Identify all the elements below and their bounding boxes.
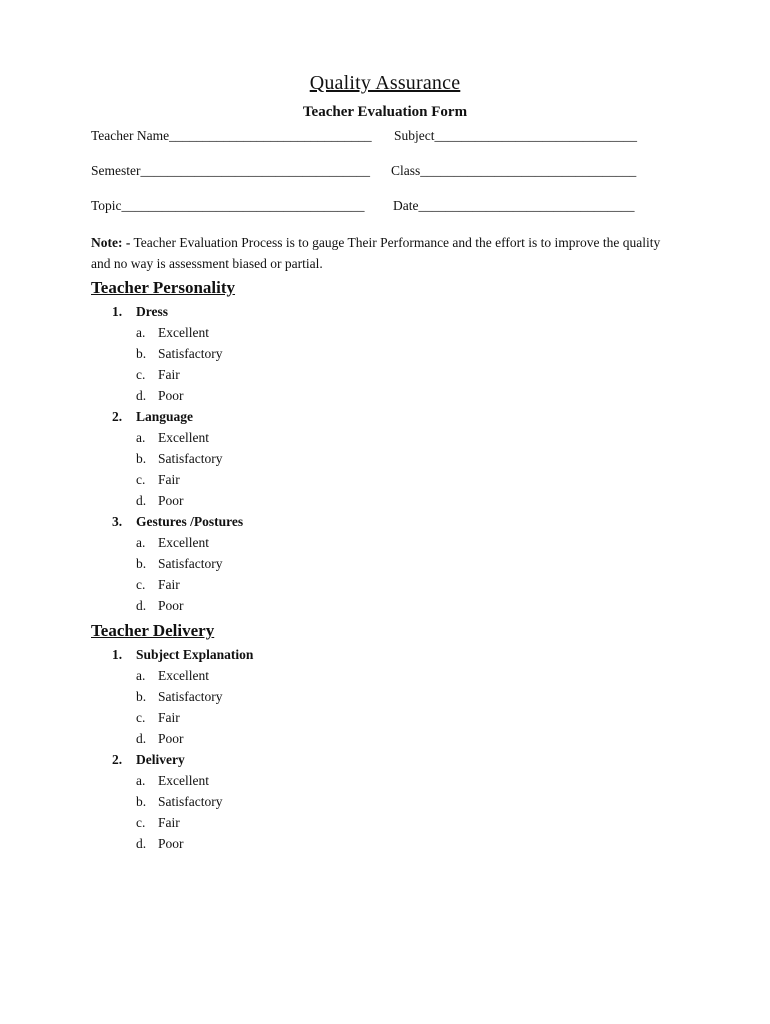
option-letter: d. <box>136 731 147 746</box>
answer-option[interactable] <box>136 731 184 747</box>
class-field[interactable]: Class________________________________ <box>391 163 637 178</box>
answer-option[interactable] <box>136 815 180 831</box>
answer-option[interactable] <box>136 430 209 446</box>
option-letter: d. <box>136 836 147 851</box>
answer-option[interactable] <box>136 836 184 852</box>
option-label: Satisfactory <box>158 794 223 809</box>
option-label: Excellent <box>158 668 209 683</box>
option-label: Fair <box>158 472 180 487</box>
note-label: Note: - <box>91 235 131 250</box>
question-number: 1. <box>112 647 123 662</box>
option-label: Fair <box>158 367 180 382</box>
option-label: Excellent <box>158 535 209 550</box>
option-label: Satisfactory <box>158 451 223 466</box>
document-title: Quality Assurance <box>309 72 461 94</box>
question-item <box>112 514 243 530</box>
option-letter: b. <box>136 346 147 361</box>
question-label: Delivery <box>136 752 185 767</box>
question-item <box>112 304 168 320</box>
option-label: Satisfactory <box>158 346 223 361</box>
answer-option[interactable] <box>136 367 180 383</box>
option-label: Poor <box>158 731 184 746</box>
option-letter: a. <box>136 535 146 550</box>
option-label: Satisfactory <box>158 689 223 704</box>
field-row-teacher-subject <box>91 128 637 144</box>
subject-field[interactable]: Subject______________________________ <box>394 128 637 143</box>
question-label: Dress <box>136 304 168 319</box>
option-label: Poor <box>158 836 184 851</box>
section-heading: Teacher Personality <box>91 278 236 297</box>
option-letter: b. <box>136 794 147 809</box>
answer-option[interactable] <box>136 325 209 341</box>
option-label: Poor <box>158 598 184 613</box>
option-letter: b. <box>136 689 147 704</box>
option-letter: b. <box>136 556 147 571</box>
answer-option[interactable] <box>136 577 180 593</box>
note-text: Teacher Evaluation Process is to gauge Their Performance and the effort is to improve the quality and no way is assessment biased or partial. <box>91 235 661 271</box>
question-number: 3. <box>112 514 123 529</box>
option-letter: d. <box>136 388 147 403</box>
option-label: Poor <box>158 388 184 403</box>
answer-option[interactable] <box>136 556 222 572</box>
option-label: Fair <box>158 815 180 830</box>
option-letter: a. <box>136 430 146 445</box>
topic-field[interactable]: Topic____________________________________ <box>91 198 365 213</box>
question-item <box>112 647 253 663</box>
answer-option[interactable] <box>136 773 209 789</box>
option-label: Poor <box>158 493 184 508</box>
answer-option[interactable] <box>136 388 184 404</box>
answer-option[interactable] <box>136 535 209 551</box>
field-row-semester-class <box>91 163 637 179</box>
answer-option[interactable] <box>136 710 180 726</box>
answer-option[interactable] <box>136 794 222 810</box>
question-item <box>112 409 193 425</box>
semester-field[interactable]: Semester__________________________________ <box>91 163 370 178</box>
option-label: Fair <box>158 710 180 725</box>
option-label: Excellent <box>158 430 209 445</box>
section-heading: Teacher Delivery <box>91 621 215 640</box>
question-number: 2. <box>112 409 123 424</box>
question-label: Language <box>136 409 194 424</box>
option-letter: a. <box>136 325 146 340</box>
question-number: 2. <box>112 752 123 767</box>
question-item <box>112 752 185 768</box>
answer-option[interactable] <box>136 689 222 705</box>
note-paragraph <box>91 232 681 274</box>
option-letter: a. <box>136 773 146 788</box>
form-subtitle: Teacher Evaluation Form <box>302 104 468 120</box>
option-label: Satisfactory <box>158 556 223 571</box>
option-letter: b. <box>136 451 147 466</box>
question-label: Gestures /Postures <box>136 514 244 529</box>
answer-option[interactable] <box>136 472 180 488</box>
date-field[interactable]: Date________________________________ <box>393 198 635 213</box>
teacher-name-field[interactable]: Teacher Name______________________________ <box>91 128 372 143</box>
option-letter: d. <box>136 493 147 508</box>
option-letter: d. <box>136 598 147 613</box>
answer-option[interactable] <box>136 346 222 362</box>
option-label: Excellent <box>158 773 209 788</box>
field-row-topic-date <box>91 198 635 214</box>
option-label: Fair <box>158 577 180 592</box>
answer-option[interactable] <box>136 668 209 684</box>
answer-option[interactable] <box>136 598 184 614</box>
option-letter: c. <box>136 815 146 830</box>
option-letter: c. <box>136 472 146 487</box>
option-label: Excellent <box>158 325 209 340</box>
answer-option[interactable] <box>136 493 184 509</box>
option-letter: c. <box>136 710 146 725</box>
option-letter: c. <box>136 577 146 592</box>
answer-option[interactable] <box>136 451 222 467</box>
option-letter: a. <box>136 668 146 683</box>
option-letter: c. <box>136 367 146 382</box>
question-label: Subject Explanation <box>136 647 254 662</box>
question-number: 1. <box>112 304 123 319</box>
